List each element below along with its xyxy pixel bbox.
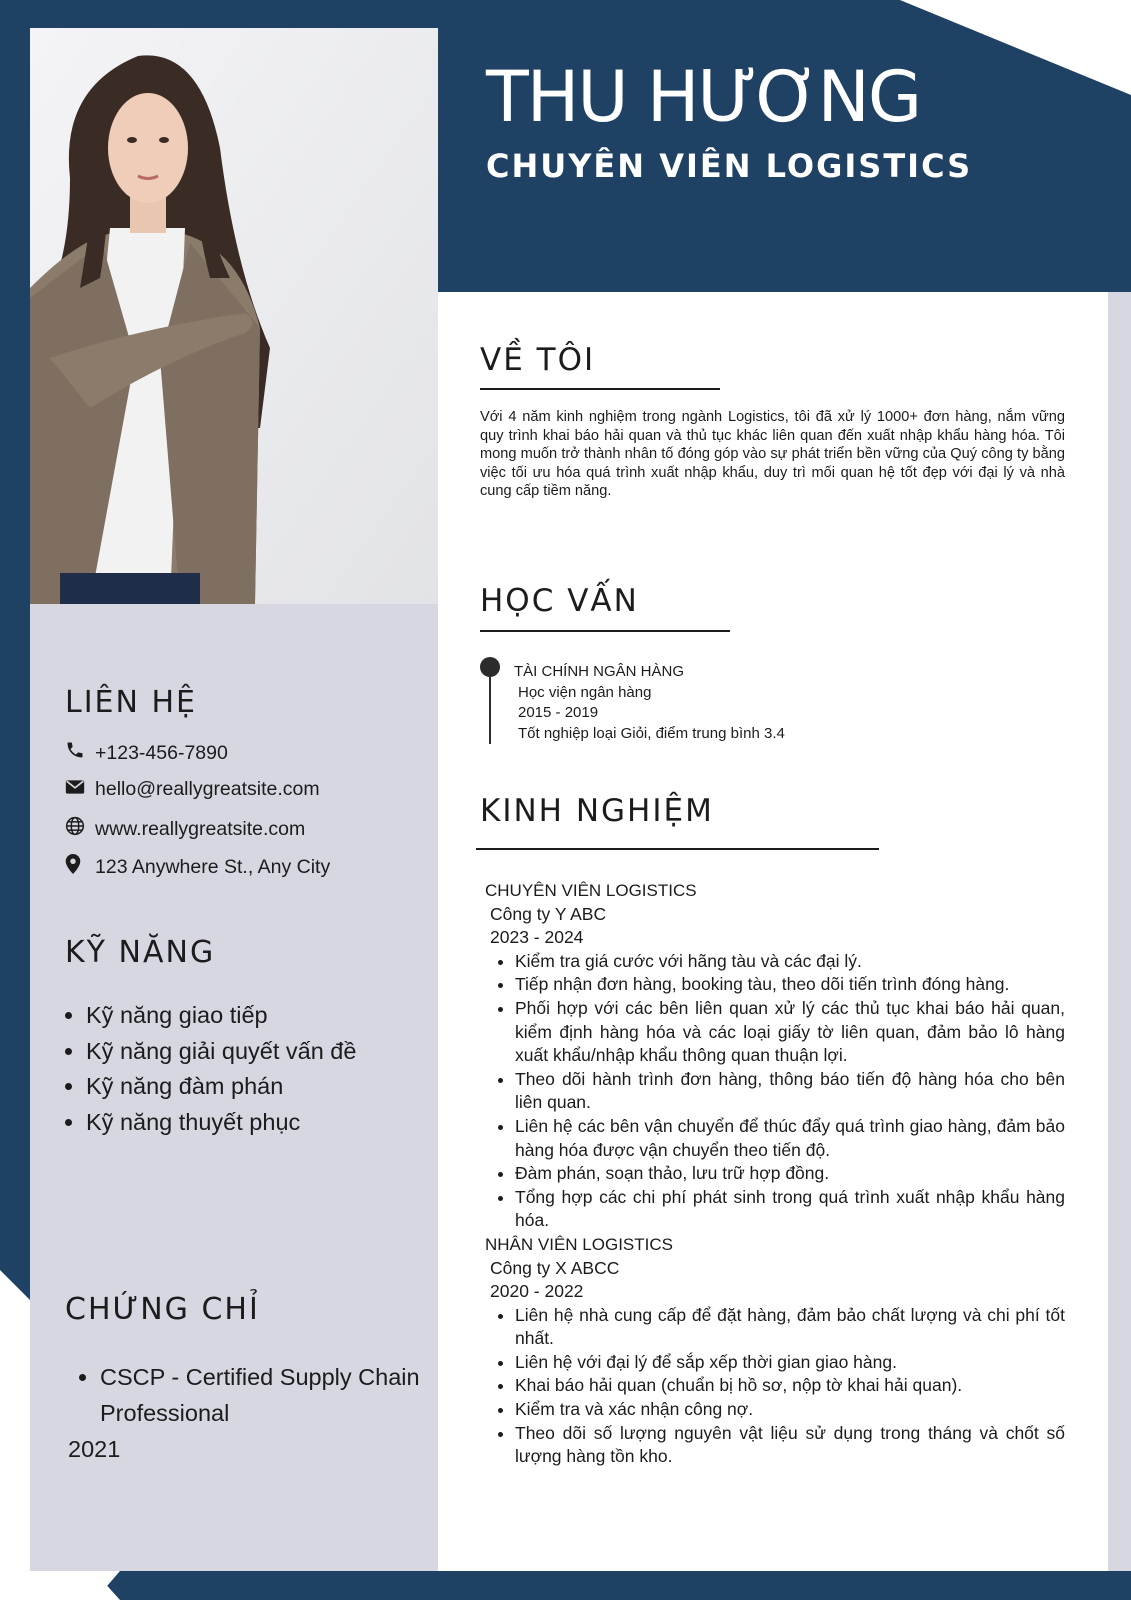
email-address: hello@reallygreatsite.com	[95, 778, 320, 800]
skills-list	[64, 998, 386, 1140]
duty-item: • Liên hệ các bên vận chuyển để thúc đẩy quá trình giao hàng, đảm bảo hàng hóa được vận chuyển theo tiến độ.	[515, 1115, 1065, 1162]
location-pin-icon	[65, 854, 95, 880]
education-title: HỌC VẤN	[480, 583, 639, 619]
experience-list	[485, 879, 1065, 1469]
duty-item: • Liên hệ nhà cung cấp để đặt hàng, đảm bảo chất lượng và chi phí tốt nhất.	[515, 1304, 1065, 1351]
education-result: Tốt nghiệp loại Giỏi, điểm trung bình 3.4	[518, 724, 785, 742]
certificate-year: 2021	[68, 1436, 121, 1462]
job-company: Công ty Y ABC	[490, 903, 607, 924]
job-years: 2020 - 2022	[490, 1281, 584, 1302]
duty-item: • Tổng hợp các chi phí phát sinh trong quá trình xuất nhập khẩu hàng hóa.	[515, 1186, 1065, 1233]
about-text: Với 4 năm kinh nghiệm trong ngành Logistics, tôi đã xử lý 1000+ đơn hàng, nắm vững quy trình khai báo hải quan và thủ tục khác liên quan đến xuất nhập khẩu hàng hóa. Tôi mong muốn trở thành nhân tố đóng góp vào sự phát triển bền vững của Quý công ty bằng việc tối ưu hóa quá trình xuất nhập khẩu, duy trì mối quan hệ tốt đẹp với đại lý và nhà cung cấp tiềm năng.	[480, 409, 1065, 499]
job-duties	[485, 1304, 1065, 1469]
duty-item: • Đàm phán, soạn thảo, lưu trữ hợp đồng.	[515, 1162, 1065, 1186]
contact-title: LIÊN HỆ	[65, 685, 198, 720]
skills-title: KỸ NĂNG	[65, 935, 216, 970]
education-title-underline	[480, 630, 730, 632]
skill-item: • Kỹ năng giải quyết vấn đề	[86, 1034, 386, 1070]
experience-title-underline	[476, 848, 879, 850]
street-address: 123 Anywhere St., Any City	[95, 855, 331, 878]
duty-item: • Theo dõi số lượng nguyên vật liệu sử dụng trong tháng và chốt số lượng hàng tồn kho.	[515, 1422, 1065, 1469]
skill-item: • Kỹ năng đàm phán	[86, 1069, 386, 1105]
phone-number: +123-456-7890	[95, 741, 228, 764]
job-role: NHÂN VIÊN LOGISTICS	[485, 1234, 673, 1254]
timeline-dot-icon	[480, 657, 500, 677]
job-title: CHUYÊN VIÊN LOGISTICS	[486, 147, 973, 185]
education-entry	[514, 662, 785, 744]
education-school: Học viện ngân hàng	[518, 683, 652, 701]
website-url: www.reallygreatsite.com	[95, 817, 306, 840]
contact-website[interactable]	[65, 816, 305, 842]
certificates-title: CHỨNG CHỈ	[65, 1292, 260, 1327]
job-role: CHUYÊN VIÊN LOGISTICS	[485, 881, 697, 900]
about-title: VỀ TÔI	[480, 342, 596, 378]
skill-item: • Kỹ năng thuyết phục	[86, 1105, 386, 1141]
duty-item: • Kiểm tra giá cước với hãng tàu và các đại lý.	[515, 950, 1065, 974]
candidate-name: THU HƯƠNG	[486, 56, 921, 138]
duty-item: • Phối hợp với các bên liên quan xử lý các thủ tục khai báo hải quan, kiểm định hàng hóa và các loại giấy tờ liên quan, đảm bảo lô hàng xuất khẩu/nhập khẩu thông quan thuận lợi.	[515, 997, 1065, 1068]
certificates-list	[78, 1360, 420, 1431]
about-title-underline	[480, 388, 720, 390]
duty-item: • Liên hệ với đại lý để sắp xếp thời gian giao hàng.	[515, 1351, 1065, 1375]
skill-item: • Kỹ năng giao tiếp	[86, 998, 386, 1034]
education-major: TÀI CHÍNH NGÂN HÀNG	[514, 663, 685, 680]
duty-item: • Theo dõi hành trình đơn hàng, thông báo tiến độ hàng hóa cho bên liên quan.	[515, 1068, 1065, 1115]
contact-address	[65, 854, 330, 880]
job-company: Công ty X ABCC	[490, 1257, 620, 1278]
job-years: 2023 - 2024	[490, 927, 584, 948]
mail-icon	[65, 778, 95, 801]
duty-item: • Kiểm tra và xác nhận công nợ.	[515, 1398, 1065, 1422]
contact-email[interactable]	[65, 778, 320, 801]
timeline-line	[489, 676, 491, 744]
contact-phone[interactable]	[65, 740, 228, 766]
duty-item: • Tiếp nhận đơn hàng, booking tàu, theo dõi tiến trình đóng hàng.	[515, 973, 1065, 997]
phone-icon	[65, 740, 95, 766]
education-years: 2015 - 2019	[518, 704, 599, 721]
experience-title: KINH NGHIỆM	[480, 793, 714, 829]
job-duties	[485, 950, 1065, 1233]
profile-photo	[30, 28, 438, 604]
globe-icon	[65, 816, 95, 842]
duty-item: • Khai báo hải quan (chuẩn bị hồ sơ, nộp tờ khai hải quan).	[515, 1374, 1065, 1398]
certificate-item: • CSCP - Certified Supply Chain Professional	[100, 1360, 420, 1431]
